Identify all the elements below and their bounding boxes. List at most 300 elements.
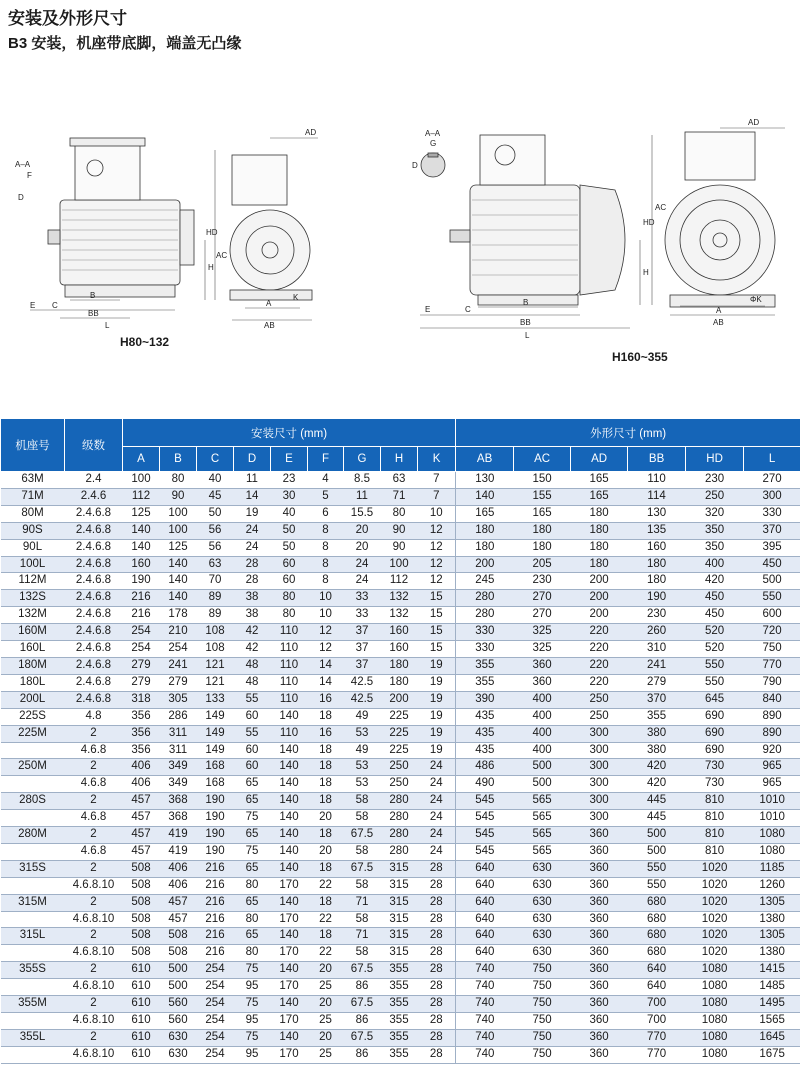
cell-value: 160 — [381, 641, 418, 658]
cell-value: 180 — [571, 505, 628, 522]
cell-value: 640 — [456, 911, 514, 928]
cell-value: 400 — [686, 556, 744, 573]
cell-value: 168 — [197, 759, 234, 776]
cell-value: 1010 — [744, 793, 800, 810]
cell-value: 58 — [344, 877, 381, 894]
cell-value: 225 — [381, 708, 418, 725]
cell-value: 645 — [686, 691, 744, 708]
cell-value: 508 — [123, 894, 160, 911]
cell-poles: 2 — [65, 793, 123, 810]
cell-value: 110 — [271, 725, 308, 742]
cell-value: 110 — [628, 472, 686, 489]
cell-value: 450 — [686, 607, 744, 624]
cell-value: 63 — [197, 556, 234, 573]
cell-value: 50 — [197, 505, 234, 522]
cell-value: 349 — [160, 759, 197, 776]
cell-value: 279 — [123, 657, 160, 674]
cell-value: 67.5 — [344, 827, 381, 844]
cell-value: 48 — [234, 657, 271, 674]
cell-value: 355 — [456, 674, 514, 691]
cell-value: 75 — [234, 843, 271, 860]
cell-value: 1020 — [686, 928, 744, 945]
cell-value: 22 — [308, 945, 344, 962]
cell-value: 18 — [308, 759, 344, 776]
cell-value: 360 — [571, 945, 628, 962]
cell-value: 305 — [160, 691, 197, 708]
cell-value: 180 — [381, 674, 418, 691]
cell-frame: 315M — [1, 894, 65, 911]
label-ac-right: AC — [655, 203, 667, 212]
cell-value: 325 — [514, 641, 571, 658]
cell-poles: 2.4.6.8 — [65, 607, 123, 624]
table-row — [1, 539, 800, 556]
cell-value: 149 — [197, 725, 234, 742]
cell-poles: 2.4.6.8 — [65, 505, 123, 522]
cell-value: 14 — [308, 657, 344, 674]
label-ad-left: AD — [305, 128, 317, 137]
table-row — [1, 1013, 800, 1030]
cell-value: 230 — [628, 607, 686, 624]
cell-poles: 2 — [65, 725, 123, 742]
cell-value: 390 — [456, 691, 514, 708]
cell-value: 45 — [197, 488, 234, 505]
cell-value: 720 — [744, 624, 800, 641]
table-row — [1, 674, 800, 691]
cell-value: 42.5 — [344, 674, 381, 691]
cell-value: 730 — [686, 776, 744, 793]
cell-value: 300 — [571, 793, 628, 810]
cell-value: 360 — [514, 657, 571, 674]
cell-value: 14 — [234, 488, 271, 505]
cell-value: 37 — [344, 657, 381, 674]
cell-value: 220 — [571, 624, 628, 641]
cell-value: 965 — [744, 759, 800, 776]
cell-value: 5 — [308, 488, 344, 505]
cell-value: 220 — [571, 641, 628, 658]
cell-value: 630 — [160, 1046, 197, 1063]
cell-value: 10 — [308, 607, 344, 624]
cell-value: 20 — [308, 1029, 344, 1046]
page-title: 安装及外形尺寸 — [8, 9, 127, 28]
cell-frame: 180M — [1, 657, 65, 674]
cell-value: 565 — [514, 827, 571, 844]
cell-value: 680 — [628, 894, 686, 911]
cell-frame: 160M — [1, 624, 65, 641]
cell-value: 406 — [160, 860, 197, 877]
cell-value: 12 — [418, 573, 456, 590]
label-hd-right: HD — [643, 218, 655, 227]
cell-value: 95 — [234, 1013, 271, 1030]
cell-value: 90 — [160, 488, 197, 505]
cell-poles: 2.4.6 — [65, 488, 123, 505]
cell-value: 12 — [418, 522, 456, 539]
cell-value: 270 — [744, 472, 800, 489]
cell-value: 12 — [418, 556, 456, 573]
cell-value: 500 — [514, 759, 571, 776]
cell-value: 216 — [197, 945, 234, 962]
cell-value: 330 — [744, 505, 800, 522]
cell-value: 380 — [628, 725, 686, 742]
cell-value: 750 — [514, 1029, 571, 1046]
cell-value: 356 — [123, 708, 160, 725]
cell-value: 216 — [197, 894, 234, 911]
cell-value: 140 — [271, 928, 308, 945]
cell-value: 18 — [308, 708, 344, 725]
cell-value: 1080 — [686, 979, 744, 996]
cell-value: 419 — [160, 843, 197, 860]
cell-value: 740 — [456, 1046, 514, 1063]
cell-poles: 2.4.6.8 — [65, 573, 123, 590]
cell-value: 1080 — [686, 996, 744, 1013]
cell-value: 560 — [160, 996, 197, 1013]
cell-value: 700 — [628, 1013, 686, 1030]
cell-value: 254 — [197, 1013, 234, 1030]
table-row — [1, 607, 800, 624]
cell-value: 640 — [456, 894, 514, 911]
cell-frame: 112M — [1, 573, 65, 590]
cell-value: 1020 — [686, 894, 744, 911]
cell-value: 24 — [234, 539, 271, 556]
cell-value: 1260 — [744, 877, 800, 894]
cell-value: 280 — [381, 827, 418, 844]
cell-value: 170 — [271, 911, 308, 928]
cell-value: 254 — [197, 1046, 234, 1063]
cell-value: 508 — [123, 911, 160, 928]
cell-value: 400 — [514, 708, 571, 725]
cell-value: 28 — [418, 877, 456, 894]
cell-value: 86 — [344, 979, 381, 996]
cell-value: 18 — [308, 827, 344, 844]
cell-value: 1485 — [744, 979, 800, 996]
cell-value: 730 — [686, 759, 744, 776]
cell-value: 545 — [456, 843, 514, 860]
cell-value: 12 — [308, 641, 344, 658]
cell-value: 28 — [234, 573, 271, 590]
cell-value: 24 — [418, 759, 456, 776]
cell-frame: 225M — [1, 725, 65, 742]
cell-value: 435 — [456, 708, 514, 725]
cell-frame: 355M — [1, 996, 65, 1013]
cell-value: 216 — [197, 877, 234, 894]
cell-value: 200 — [571, 607, 628, 624]
table-row — [1, 641, 800, 658]
table-row — [1, 843, 800, 860]
cell-value: 245 — [456, 573, 514, 590]
cell-value: 508 — [123, 860, 160, 877]
cell-value: 58 — [344, 911, 381, 928]
cell-value: 112 — [381, 573, 418, 590]
cell-value: 355 — [381, 996, 418, 1013]
cell-value: 100 — [381, 556, 418, 573]
cell-value: 250 — [381, 759, 418, 776]
cell-value: 355 — [628, 708, 686, 725]
cell-value: 520 — [686, 624, 744, 641]
cell-value: 180 — [514, 522, 571, 539]
cell-value: 160 — [381, 624, 418, 641]
cell-value: 280 — [456, 590, 514, 607]
cell-value: 890 — [744, 708, 800, 725]
cell-value: 457 — [160, 894, 197, 911]
cell-value: 200 — [456, 556, 514, 573]
cell-value: 445 — [628, 793, 686, 810]
label-l-left: L — [105, 321, 110, 330]
header-col-b: B — [160, 447, 197, 472]
cell-value: 740 — [456, 1029, 514, 1046]
cell-value: 24 — [418, 793, 456, 810]
cell-poles: 2.4.6.8 — [65, 641, 123, 658]
cell-value: 53 — [344, 759, 381, 776]
cell-value: 360 — [571, 860, 628, 877]
cell-value: 56 — [197, 539, 234, 556]
cell-value: 457 — [123, 810, 160, 827]
cell-value: 500 — [160, 979, 197, 996]
cell-value: 140 — [271, 996, 308, 1013]
cell-value: 60 — [234, 708, 271, 725]
cell-value: 300 — [571, 810, 628, 827]
cell-frame: 280M — [1, 827, 65, 844]
cell-value: 18 — [308, 894, 344, 911]
cell-value: 178 — [160, 607, 197, 624]
cell-value: 7 — [418, 472, 456, 489]
cell-value: 840 — [744, 691, 800, 708]
header-col-bb: BB — [628, 447, 686, 472]
cell-value: 28 — [418, 945, 456, 962]
cell-value: 130 — [456, 472, 514, 489]
cell-poles: 4.6.8 — [65, 742, 123, 759]
cell-value: 24 — [418, 776, 456, 793]
table-row — [1, 776, 800, 793]
table-row — [1, 725, 800, 742]
cell-value: 368 — [160, 810, 197, 827]
cell-value: 260 — [628, 624, 686, 641]
cell-value: 28 — [418, 860, 456, 877]
cell-value: 80 — [271, 590, 308, 607]
cell-value: 355 — [456, 657, 514, 674]
header-col-ad: AD — [571, 447, 628, 472]
cell-value: 1080 — [744, 843, 800, 860]
header-col-k: K — [418, 447, 456, 472]
right-figure-caption: H160~355 — [612, 350, 668, 364]
cell-value: 100 — [160, 522, 197, 539]
cell-value: 640 — [456, 860, 514, 877]
cell-value: 520 — [686, 641, 744, 658]
cell-poles: 4.8 — [65, 708, 123, 725]
large-motor-end-view — [665, 132, 775, 307]
label-ac-left: AC — [216, 251, 228, 260]
cell-value: 160 — [123, 556, 160, 573]
cell-value: 750 — [514, 979, 571, 996]
table-row — [1, 860, 800, 877]
cell-value: 545 — [456, 793, 514, 810]
cell-frame: 100L — [1, 556, 65, 573]
cell-value: 75 — [234, 996, 271, 1013]
cell-value: 108 — [197, 641, 234, 658]
cell-frame: 280S — [1, 793, 65, 810]
cell-value: 610 — [123, 996, 160, 1013]
header-col-g: G — [344, 447, 381, 472]
cell-frame — [1, 742, 65, 759]
large-motor-side-view — [450, 135, 625, 305]
cell-value: 360 — [571, 827, 628, 844]
cell-value: 300 — [571, 776, 628, 793]
cell-poles: 2 — [65, 996, 123, 1013]
cell-frame — [1, 843, 65, 860]
cell-value: 4 — [308, 472, 344, 489]
cell-value: 22 — [308, 877, 344, 894]
cell-value: 279 — [160, 674, 197, 691]
cell-value: 508 — [123, 877, 160, 894]
cell-value: 565 — [514, 810, 571, 827]
cell-value: 200 — [381, 691, 418, 708]
cell-value: 508 — [160, 945, 197, 962]
table-row — [1, 488, 800, 505]
cell-value: 254 — [197, 979, 234, 996]
cell-value: 180 — [514, 539, 571, 556]
cell-value: 1415 — [744, 962, 800, 979]
cell-value: 315 — [381, 894, 418, 911]
cell-value: 37 — [344, 624, 381, 641]
cell-value: 241 — [160, 657, 197, 674]
cell-value: 18 — [308, 928, 344, 945]
cell-value: 230 — [686, 472, 744, 489]
table-row — [1, 573, 800, 590]
cell-value: 155 — [514, 488, 571, 505]
cell-poles: 2 — [65, 759, 123, 776]
cell-value: 500 — [628, 843, 686, 860]
cell-value: 400 — [514, 725, 571, 742]
cell-value: 60 — [234, 759, 271, 776]
cell-value: 42 — [234, 641, 271, 658]
label-b-right: B — [523, 298, 529, 307]
cell-value: 1020 — [686, 860, 744, 877]
cell-value: 170 — [271, 1013, 308, 1030]
cell-value: 190 — [197, 843, 234, 860]
cell-value: 216 — [123, 607, 160, 624]
cell-value: 108 — [197, 624, 234, 641]
table-row — [1, 911, 800, 928]
cell-frame: 250M — [1, 759, 65, 776]
cell-value: 71 — [344, 894, 381, 911]
cell-value: 241 — [628, 657, 686, 674]
cell-value: 16 — [308, 725, 344, 742]
cell-value: 58 — [344, 843, 381, 860]
cell-value: 132 — [381, 607, 418, 624]
cell-frame: 90S — [1, 522, 65, 539]
cell-poles: 4.6.8.10 — [65, 979, 123, 996]
cell-value: 49 — [344, 708, 381, 725]
cell-value: 355 — [381, 1013, 418, 1030]
cell-value: 121 — [197, 674, 234, 691]
cell-value: 565 — [514, 793, 571, 810]
cell-value: 140 — [456, 488, 514, 505]
cell-value: 114 — [628, 488, 686, 505]
cell-frame: 80M — [1, 505, 65, 522]
cell-value: 370 — [744, 522, 800, 539]
cell-value: 640 — [456, 945, 514, 962]
cell-value: 750 — [514, 962, 571, 979]
cell-value: 28 — [418, 996, 456, 1013]
page-subtitle: B3 安装，机座带底脚，端盖无凸缘 — [8, 35, 242, 52]
cell-value: 486 — [456, 759, 514, 776]
cell-value: 315 — [381, 911, 418, 928]
cell-value: 325 — [514, 624, 571, 641]
cell-value: 300 — [571, 759, 628, 776]
cell-value: 28 — [418, 928, 456, 945]
cell-value: 8 — [308, 539, 344, 556]
cell-value: 140 — [160, 556, 197, 573]
cell-value: 810 — [686, 827, 744, 844]
table-row — [1, 793, 800, 810]
cell-value: 50 — [271, 522, 308, 539]
cell-value: 140 — [271, 810, 308, 827]
cell-value: 1010 — [744, 810, 800, 827]
cell-frame: 160L — [1, 641, 65, 658]
label-d-left: D — [18, 193, 24, 202]
cell-value: 140 — [271, 827, 308, 844]
cell-value: 360 — [571, 1013, 628, 1030]
cell-value: 1305 — [744, 894, 800, 911]
cell-value: 28 — [418, 911, 456, 928]
small-motor-end-view — [230, 155, 312, 300]
cell-value: 18 — [308, 793, 344, 810]
cell-value: 320 — [686, 505, 744, 522]
cell-poles: 4.6.8.10 — [65, 1046, 123, 1063]
cell-value: 360 — [571, 1046, 628, 1063]
cell-value: 140 — [160, 590, 197, 607]
table-row — [1, 827, 800, 844]
cell-value: 286 — [160, 708, 197, 725]
cell-value: 640 — [456, 877, 514, 894]
cell-value: 920 — [744, 742, 800, 759]
cell-frame — [1, 911, 65, 928]
cell-value: 790 — [744, 674, 800, 691]
cell-value: 7 — [418, 488, 456, 505]
cell-frame — [1, 810, 65, 827]
cell-value: 890 — [744, 725, 800, 742]
cell-value: 15 — [418, 624, 456, 641]
cell-value: 254 — [197, 962, 234, 979]
cell-value: 42 — [234, 624, 271, 641]
table-row — [1, 590, 800, 607]
cell-value: 356 — [123, 725, 160, 742]
cell-value: 89 — [197, 590, 234, 607]
cell-value: 140 — [160, 573, 197, 590]
cell-value: 15 — [418, 607, 456, 624]
cell-value: 254 — [160, 641, 197, 658]
cell-poles: 4.6.8.10 — [65, 877, 123, 894]
cell-value: 300 — [744, 488, 800, 505]
cell-value: 140 — [123, 539, 160, 556]
cell-value: 565 — [514, 843, 571, 860]
cell-value: 65 — [234, 827, 271, 844]
cell-frame — [1, 1046, 65, 1063]
cell-value: 20 — [308, 962, 344, 979]
cell-value: 130 — [628, 505, 686, 522]
header-install-dimensions: 安装尺寸 (mm) — [123, 419, 456, 447]
cell-value: 19 — [418, 657, 456, 674]
cell-value: 150 — [514, 472, 571, 489]
header-col-f: F — [308, 447, 344, 472]
cell-value: 40 — [197, 472, 234, 489]
cell-value: 216 — [123, 590, 160, 607]
cell-value: 740 — [456, 962, 514, 979]
cell-value: 280 — [381, 843, 418, 860]
cell-frame — [1, 1013, 65, 1030]
cell-value: 279 — [123, 674, 160, 691]
cell-value: 19 — [418, 742, 456, 759]
cell-value: 610 — [123, 1046, 160, 1063]
cell-poles: 2 — [65, 860, 123, 877]
